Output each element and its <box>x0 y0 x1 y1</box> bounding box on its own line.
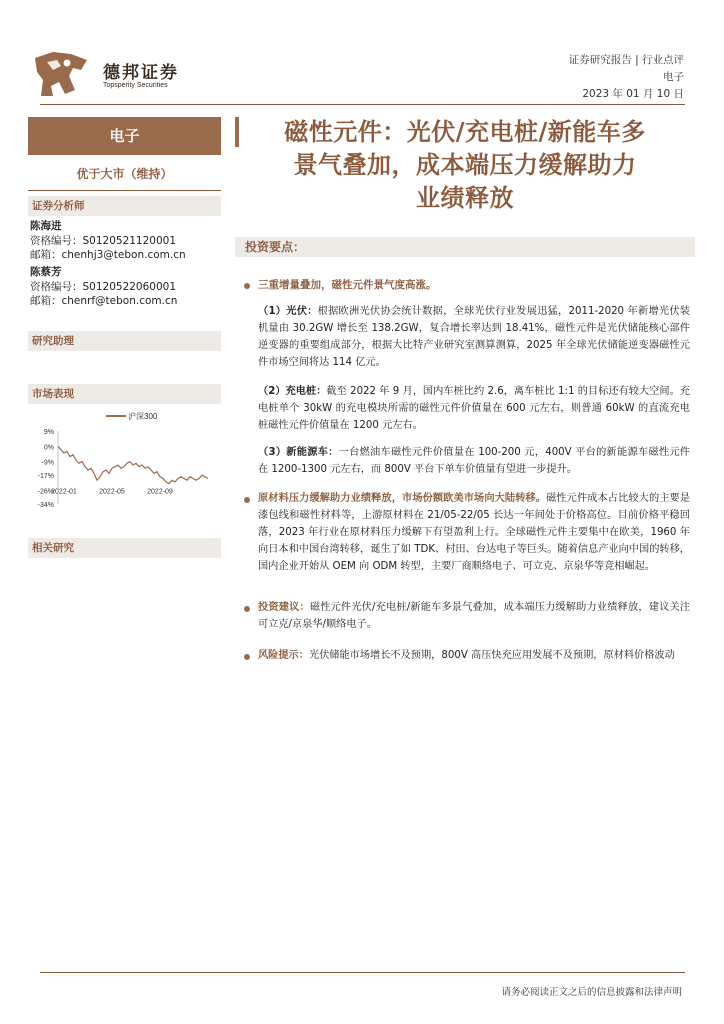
analyst-block-2 <box>30 265 177 309</box>
related-heading: 相关研究 <box>28 538 221 558</box>
paragraph-body: 一台燃油车磁性元件价值量在 100-200 元，400V 平台的新能源车磁性元件在 1200-1300 元左右，而 800V 平台下单车价值量有望进一步提升。 <box>258 447 690 475</box>
y-tick-label: 0% <box>43 444 54 452</box>
logo-text-cn: 德邦证券 <box>103 63 179 83</box>
section-title: 投资建议： <box>258 602 310 613</box>
bullet-icon <box>244 654 250 660</box>
analysts-heading: 证券分析师 <box>28 196 221 216</box>
paragraph-charging <box>258 383 690 434</box>
analyst-email: 邮箱：chenhj3@tebon.com.cn <box>30 249 186 261</box>
paragraph-pv <box>258 303 690 371</box>
legend-label: 沪深300 <box>128 412 158 421</box>
rating: 优于大市（维持） <box>76 167 173 181</box>
paragraph-materials <box>258 490 690 575</box>
paragraph-body: 光伏储能市场增长不及预期，800V 高压快充应用发展不及预期，原材料价格波动 <box>308 650 675 661</box>
analyst-email: 邮箱：chenrf@tebon.com.cn <box>30 295 178 307</box>
title-line: 磁性元件：光伏/充电桩/新能车多 <box>284 117 646 146</box>
lion-logo-icon <box>33 50 93 98</box>
paragraph-body: 磁性元件成本占比较大的主要是漆包线和磁性材料等，上游原材料在 21/05-22/05 长达一年间处于价格高位。目前价格平稳回落，2023 年行业在原材料压力缓解下有望盈利上行。全球磁性元件主要集中在欧美，1960 年向日本和中国台湾转移，诞生了如 TDK、村田、台达电子等巨头。随着信息产业向中国的转移，国内企业开始从 OEM 向 ODM 转型，主要厂商顺络电子、可立克、京泉华等竞相崛起。 <box>258 493 691 572</box>
bullet-icon <box>244 283 250 289</box>
paragraph-advice <box>258 599 690 633</box>
company-logo <box>33 50 183 98</box>
report-date: 2023 年 01 月 10 日 <box>582 88 684 100</box>
analyst-cert: 资格编号：S0120522060001 <box>30 280 177 293</box>
y-tick-label: -17% <box>37 473 54 481</box>
section-title: 三重增量叠加，磁性元件景气度高涨。 <box>258 279 437 291</box>
paragraph-body: 磁性元件光伏/充电桩/新能车多景气叠加，成本端压力缓解助力业绩释放，建议关注可立克/京泉华/顺络电子。 <box>258 602 690 630</box>
report-meta <box>569 52 684 103</box>
analyst-name: 陈蔡芳 <box>30 266 62 278</box>
header-divider <box>40 104 685 105</box>
report-type: 证券研究报告 | 行业点评 <box>568 54 684 66</box>
y-tick-label: -34% <box>37 502 54 509</box>
y-tick-label: 9% <box>43 429 54 436</box>
paragraph-nev <box>258 444 690 478</box>
bullet-icon <box>244 606 250 612</box>
investment-points-heading: 投资要点： <box>235 237 695 257</box>
section-title: 原材料压力缓解助力业绩释放，市场份额欧美市场向大陆转移。 <box>258 493 547 504</box>
bullet-icon <box>244 497 250 503</box>
assistant-heading: 研究助理 <box>28 331 221 351</box>
analyst-block-1 <box>30 219 186 263</box>
y-tick-label: -9% <box>41 459 54 467</box>
paragraph-key: （1）光伏： <box>258 306 318 317</box>
paragraph-key: （2）充电桩： <box>258 386 327 397</box>
paragraph-body: 截至 2022 年 9 月，国内车桩比约 2.6，离车桩比 1:1 的目标还有较大空间。充电桩单个 30kW 的充电模块所需的磁性元件价值量在 600 元左右，则普通 60kW 的直流充电桩磁性元件价值量在 1200 元左右。 <box>258 386 691 431</box>
analyst-cert: 资格编号：S0120521120001 <box>30 234 177 247</box>
x-tick-label: 2022-01 <box>51 488 77 496</box>
x-tick-label: 2022-05 <box>99 488 125 496</box>
y-tick-label: -26% <box>37 488 54 496</box>
market-heading: 市场表现 <box>28 384 221 404</box>
footer-disclaimer: 请务必阅读正文之后的信息披露和法律声明 <box>501 987 682 998</box>
paragraph-key: （3）新能源车： <box>258 447 339 458</box>
series-line <box>58 446 208 483</box>
report-title <box>235 115 695 214</box>
market-chart <box>28 404 221 516</box>
sector-label: 电子 <box>28 117 221 155</box>
paragraph-risk <box>258 647 690 664</box>
section-title: 风险提示： <box>258 650 309 661</box>
title-line: 业绩释放 <box>416 183 514 212</box>
title-line: 景气叠加，成本端压力缓解助力 <box>293 150 637 179</box>
sidebar-divider <box>28 190 221 191</box>
footer-divider <box>40 972 685 973</box>
paragraph-body: 根据欧洲光伏协会统计数据，全球光伏行业发展迅猛，2011-2020 年新增光伏装机量由 30.2GW 增长至 138.2GW，复合增长率达到 18.41%，磁性元件是光伏储能核心部件逆变器的重要组成部分，根据大比特产业研究室测算测算，2025 年全球光伏储能逆变器磁性元件市场空间将达 114 亿元。 <box>258 306 690 368</box>
x-tick-label: 2022-09 <box>147 488 173 496</box>
logo-text-en: Topsperity Securities <box>103 82 168 89</box>
analyst-name: 陈海进 <box>30 220 62 232</box>
header-sector: 电子 <box>663 71 684 83</box>
